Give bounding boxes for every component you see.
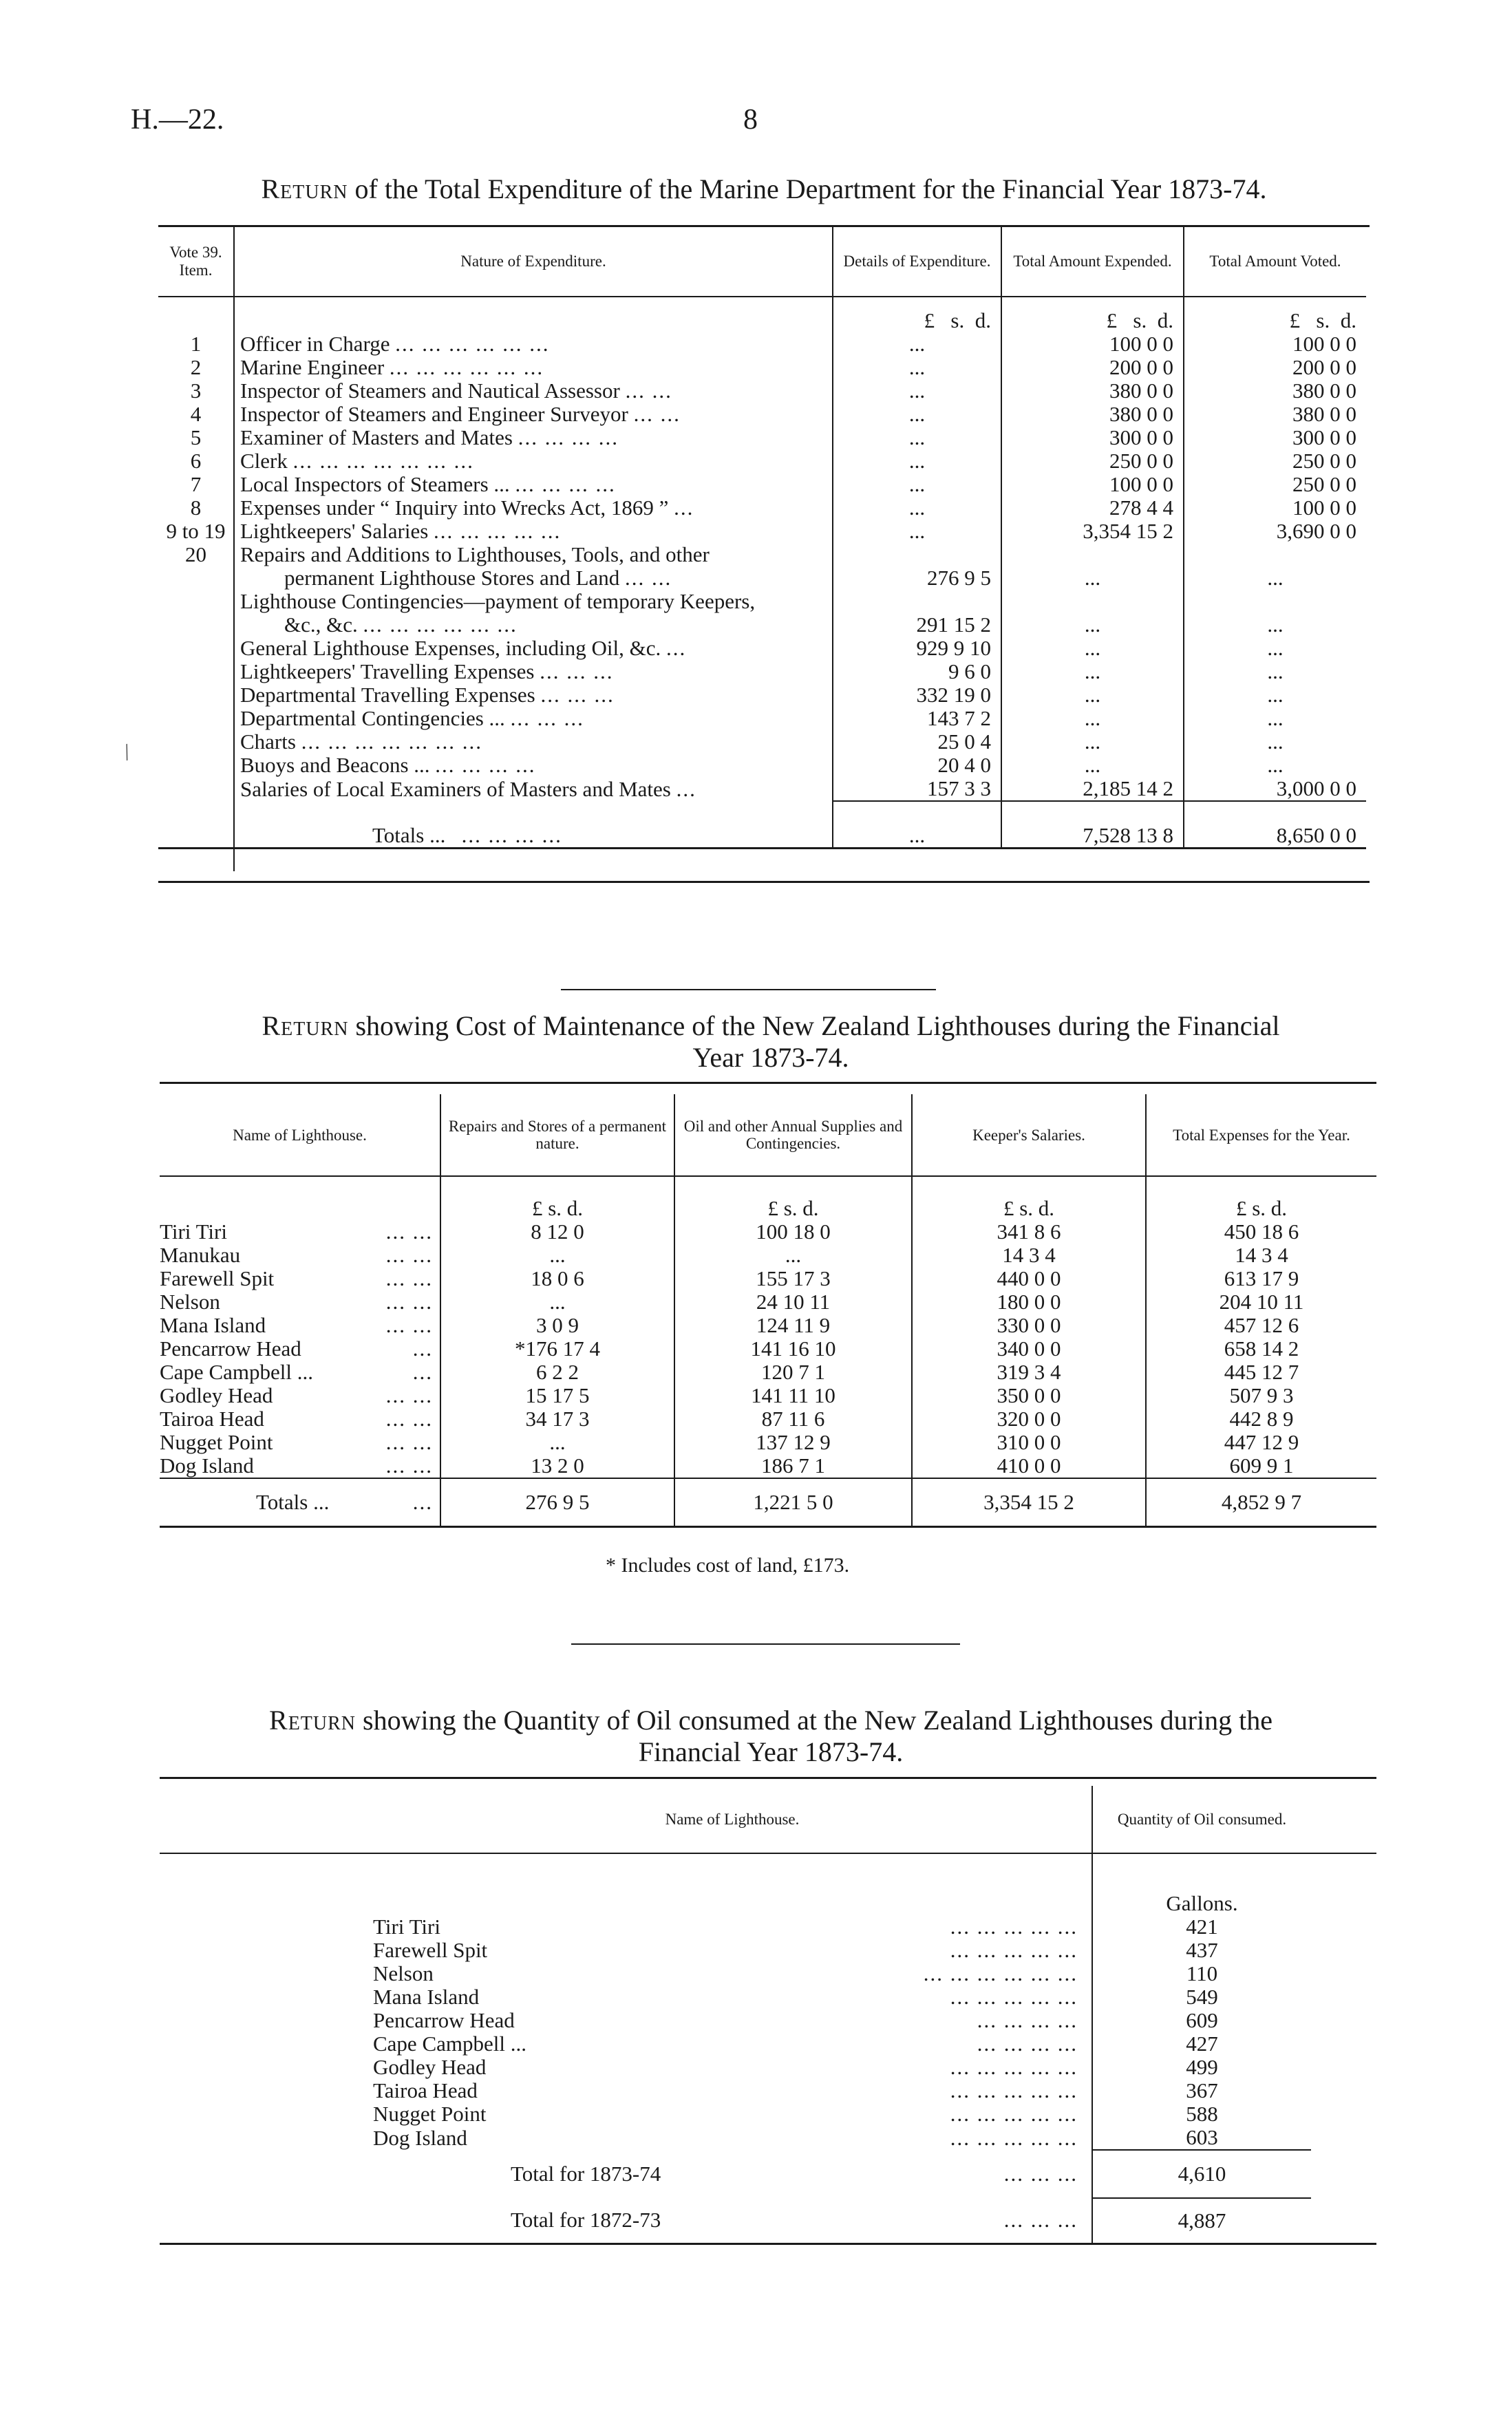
- table-row: &c., &c. ... ... ... ... ... ... 291 15 2 ... ...: [158, 613, 1366, 637]
- table1-title: [124, 173, 1404, 205]
- table2-title-lead: Return: [262, 1010, 349, 1041]
- col-oil: Oil and other Annual Supplies and Contingencies.: [674, 1094, 912, 1176]
- table-row: Departmental Travelling Expenses ... ... ... 332 19 0 ... ...: [158, 683, 1366, 707]
- table3-title: [165, 1705, 1376, 1768]
- table-row: Tiri Tiri ... ... 8 12 0 100 18 0 341 8 6 450 18 6: [160, 1220, 1376, 1244]
- table-row: 8 Expenses under “ Inquiry into Wrecks Act, 1869 ” ... ... 278 4 4 100 0 0: [158, 496, 1366, 520]
- table-row: Mana Island ... ... 3 0 9 124 11 9 330 0 0 457 12 6: [160, 1314, 1376, 1337]
- col-vote-item: Vote 39. Item.: [169, 244, 222, 279]
- units-row: £ s. d.: [1184, 297, 1366, 332]
- table-row: Nugget Point ... ... ... 137 12 9 310 0 0 447 12 9: [160, 1431, 1376, 1454]
- table-row: Godley Head ... ... ... ... ... 499: [160, 2056, 1376, 2079]
- footnote: * Includes cost of land, £173.: [606, 1554, 850, 1577]
- col-nature: Nature of Expenditure.: [234, 227, 833, 297]
- oil-consumption-table: [160, 1786, 1376, 2245]
- table-row: 6 Clerk ... ... ... ... ... ... ... ... 250 0 0 250 0 0: [158, 449, 1366, 473]
- table2-title: [165, 1010, 1376, 1074]
- table-row: Tairoa Head ... ... ... ... ... 367: [160, 2079, 1376, 2102]
- maintenance-table: [160, 1094, 1376, 1528]
- table-row: 3 Inspector of Steamers and Nautical Assessor ... ... ... 380 0 0 380 0 0: [158, 379, 1366, 403]
- table-row: Dog Island ... ... ... ... ... 603: [160, 2126, 1376, 2150]
- table1-title-lead: Return: [261, 173, 348, 204]
- table-row: Cape Campbell ... ... ... ... ... 427: [160, 2032, 1376, 2056]
- unit-label: Gallons.: [1092, 1853, 1311, 1915]
- table3-top-rule: [160, 1777, 1376, 1779]
- table-row: Tiri Tiri ... ... ... ... ... 421: [160, 1915, 1376, 1939]
- table2-top-rule: [160, 1082, 1376, 1084]
- units-row: £ s. d.: [674, 1176, 912, 1220]
- table-row: General Lighthouse Expenses, including Oil, &c. ... 929 9 10 ... ...: [158, 637, 1366, 660]
- page-number: 8: [743, 104, 758, 136]
- table-row: Pencarrow Head ... ... ... ... 609: [160, 2009, 1376, 2032]
- col-lighthouse: Name of Lighthouse.: [665, 1810, 800, 1828]
- units-row: £ s. d.: [1001, 297, 1184, 332]
- table3-title-lead: Return: [269, 1705, 356, 1736]
- col-salaries: Keeper's Salaries.: [912, 1094, 1146, 1176]
- units-row: £ s. d.: [912, 1176, 1146, 1220]
- table-row: 7 Local Inspectors of Steamers ... ... ... ... ... ... 100 0 0 250 0 0: [158, 473, 1366, 496]
- table-row: Dog Island ... ... 13 2 0 186 7 1 410 0 0 609 9 1: [160, 1454, 1376, 1478]
- table-row: Manukau ... ... ... ... 14 3 4 14 3 4: [160, 1244, 1376, 1267]
- table-row: Departmental Contingencies ... ... ... ... 143 7 2 ... ...: [158, 707, 1366, 730]
- table-row: Godley Head ... ... 15 17 5 141 11 10 350 0 0 507 9 3: [160, 1384, 1376, 1407]
- table-row: Nelson ... ... ... 24 10 11 180 0 0 204 10 11: [160, 1290, 1376, 1314]
- units-row: £ s. d.: [833, 297, 1001, 332]
- col-quantity: Quantity of Oil consumed.: [1092, 1786, 1311, 1853]
- page-reference: H.—22.: [131, 104, 224, 136]
- totals-row: Total for 1872-73 ... ... ... 4,887: [160, 2198, 1376, 2244]
- totals-row: Totals ... ... 276 9 5 1,221 5 0 3,354 15 2 4,852 9 7: [160, 1478, 1376, 1526]
- table-row: Pencarrow Head ... *176 17 4 141 16 10 340 0 0 658 14 2: [160, 1337, 1376, 1361]
- table1-title-text: of the Total Expenditure of the Marine Department for the Financial Year 1873-74.: [354, 173, 1267, 204]
- col-expended: Total Amount Expended.: [1001, 227, 1184, 297]
- table-row: Nelson ... ... ... ... ... ... 110: [160, 1962, 1376, 1985]
- table2-title-line2: Year 1873-74.: [692, 1042, 849, 1073]
- table3-title-line2: Financial Year 1873-74.: [638, 1736, 904, 1767]
- table-row: Buoys and Beacons ... ... ... ... ... 20 4 0 ... ...: [158, 754, 1366, 777]
- table-row: Farewell Spit ... ... ... ... ... 437: [160, 1939, 1376, 1962]
- col-repairs: Repairs and Stores of a permanent nature.: [440, 1094, 674, 1176]
- table-row: 2 Marine Engineer ... ... ... ... ... ... ... 200 0 0 200 0 0: [158, 356, 1366, 379]
- table-row: Charts ... ... ... ... ... ... ... 25 0 4 ... ...: [158, 730, 1366, 754]
- col-voted: Total Amount Voted.: [1184, 227, 1366, 297]
- col-lighthouse: Name of Lighthouse.: [233, 1126, 367, 1144]
- table-row: permanent Lighthouse Stores and Land ... ... 276 9 5 ... ...: [158, 566, 1366, 590]
- table-row: 5 Examiner of Masters and Mates ... ... ... ... ... 300 0 0 300 0 0: [158, 426, 1366, 449]
- table-row: 1 Officer in Charge ... ... ... ... ... ... ... 100 0 0 100 0 0: [158, 332, 1366, 356]
- table2-title-text: showing Cost of Maintenance of the New Zealand Lighthouses during the Financial: [355, 1010, 1280, 1041]
- table-row: Cape Campbell ... ... 6 2 2 120 7 1 319 3 4 445 12 7: [160, 1361, 1376, 1384]
- totals-row: Totals ... ... ... ... ... ... 7,528 13 8 8,650 0 0: [158, 801, 1366, 848]
- table1-bottom-rule: [158, 881, 1370, 883]
- col-details: Details of Expenditure.: [833, 227, 1001, 297]
- table-row: Farewell Spit ... ... 18 0 6 155 17 3 440 0 0 613 17 9: [160, 1267, 1376, 1290]
- units-row: £ s. d.: [440, 1176, 674, 1220]
- table3-title-text: showing the Quantity of Oil consumed at the New Zealand Lighthouses during the: [363, 1705, 1273, 1736]
- table-row: Mana Island ... ... ... ... ... 549: [160, 1985, 1376, 2009]
- margin-pencil-mark: /: [119, 739, 135, 766]
- section-divider: [561, 989, 936, 990]
- section-divider: [571, 1643, 960, 1645]
- col-total-expenses: Total Expenses for the Year.: [1146, 1094, 1376, 1176]
- table-row: Lighthouse Contingencies—payment of temporary Keepers,: [158, 590, 1366, 613]
- expenditure-table: [158, 227, 1366, 871]
- table-row: Salaries of Local Examiners of Masters and Mates ... 157 3 3 2,185 14 2 3,000 0 0: [158, 777, 1366, 801]
- table-row: 4 Inspector of Steamers and Engineer Surveyor ... ... ... 380 0 0 380 0 0: [158, 403, 1366, 426]
- table-row: Tairoa Head ... ... 34 17 3 87 11 6 320 0 0 442 8 9: [160, 1407, 1376, 1431]
- table-row: 9 to 19 Lightkeepers' Salaries ... ... ... ... ... ... 3,354 15 2 3,690 0 0: [158, 520, 1366, 543]
- table-row: Lightkeepers' Travelling Expenses ... ... ... 9 6 0 ... ...: [158, 660, 1366, 683]
- units-row: £ s. d.: [1146, 1176, 1376, 1220]
- totals-row: Total for 1873-74 ... ... ... 4,610: [160, 2150, 1376, 2198]
- table-row: Nugget Point ... ... ... ... ... 588: [160, 2102, 1376, 2126]
- table-row: 20 Repairs and Additions to Lighthouses, Tools, and other: [158, 543, 1366, 566]
